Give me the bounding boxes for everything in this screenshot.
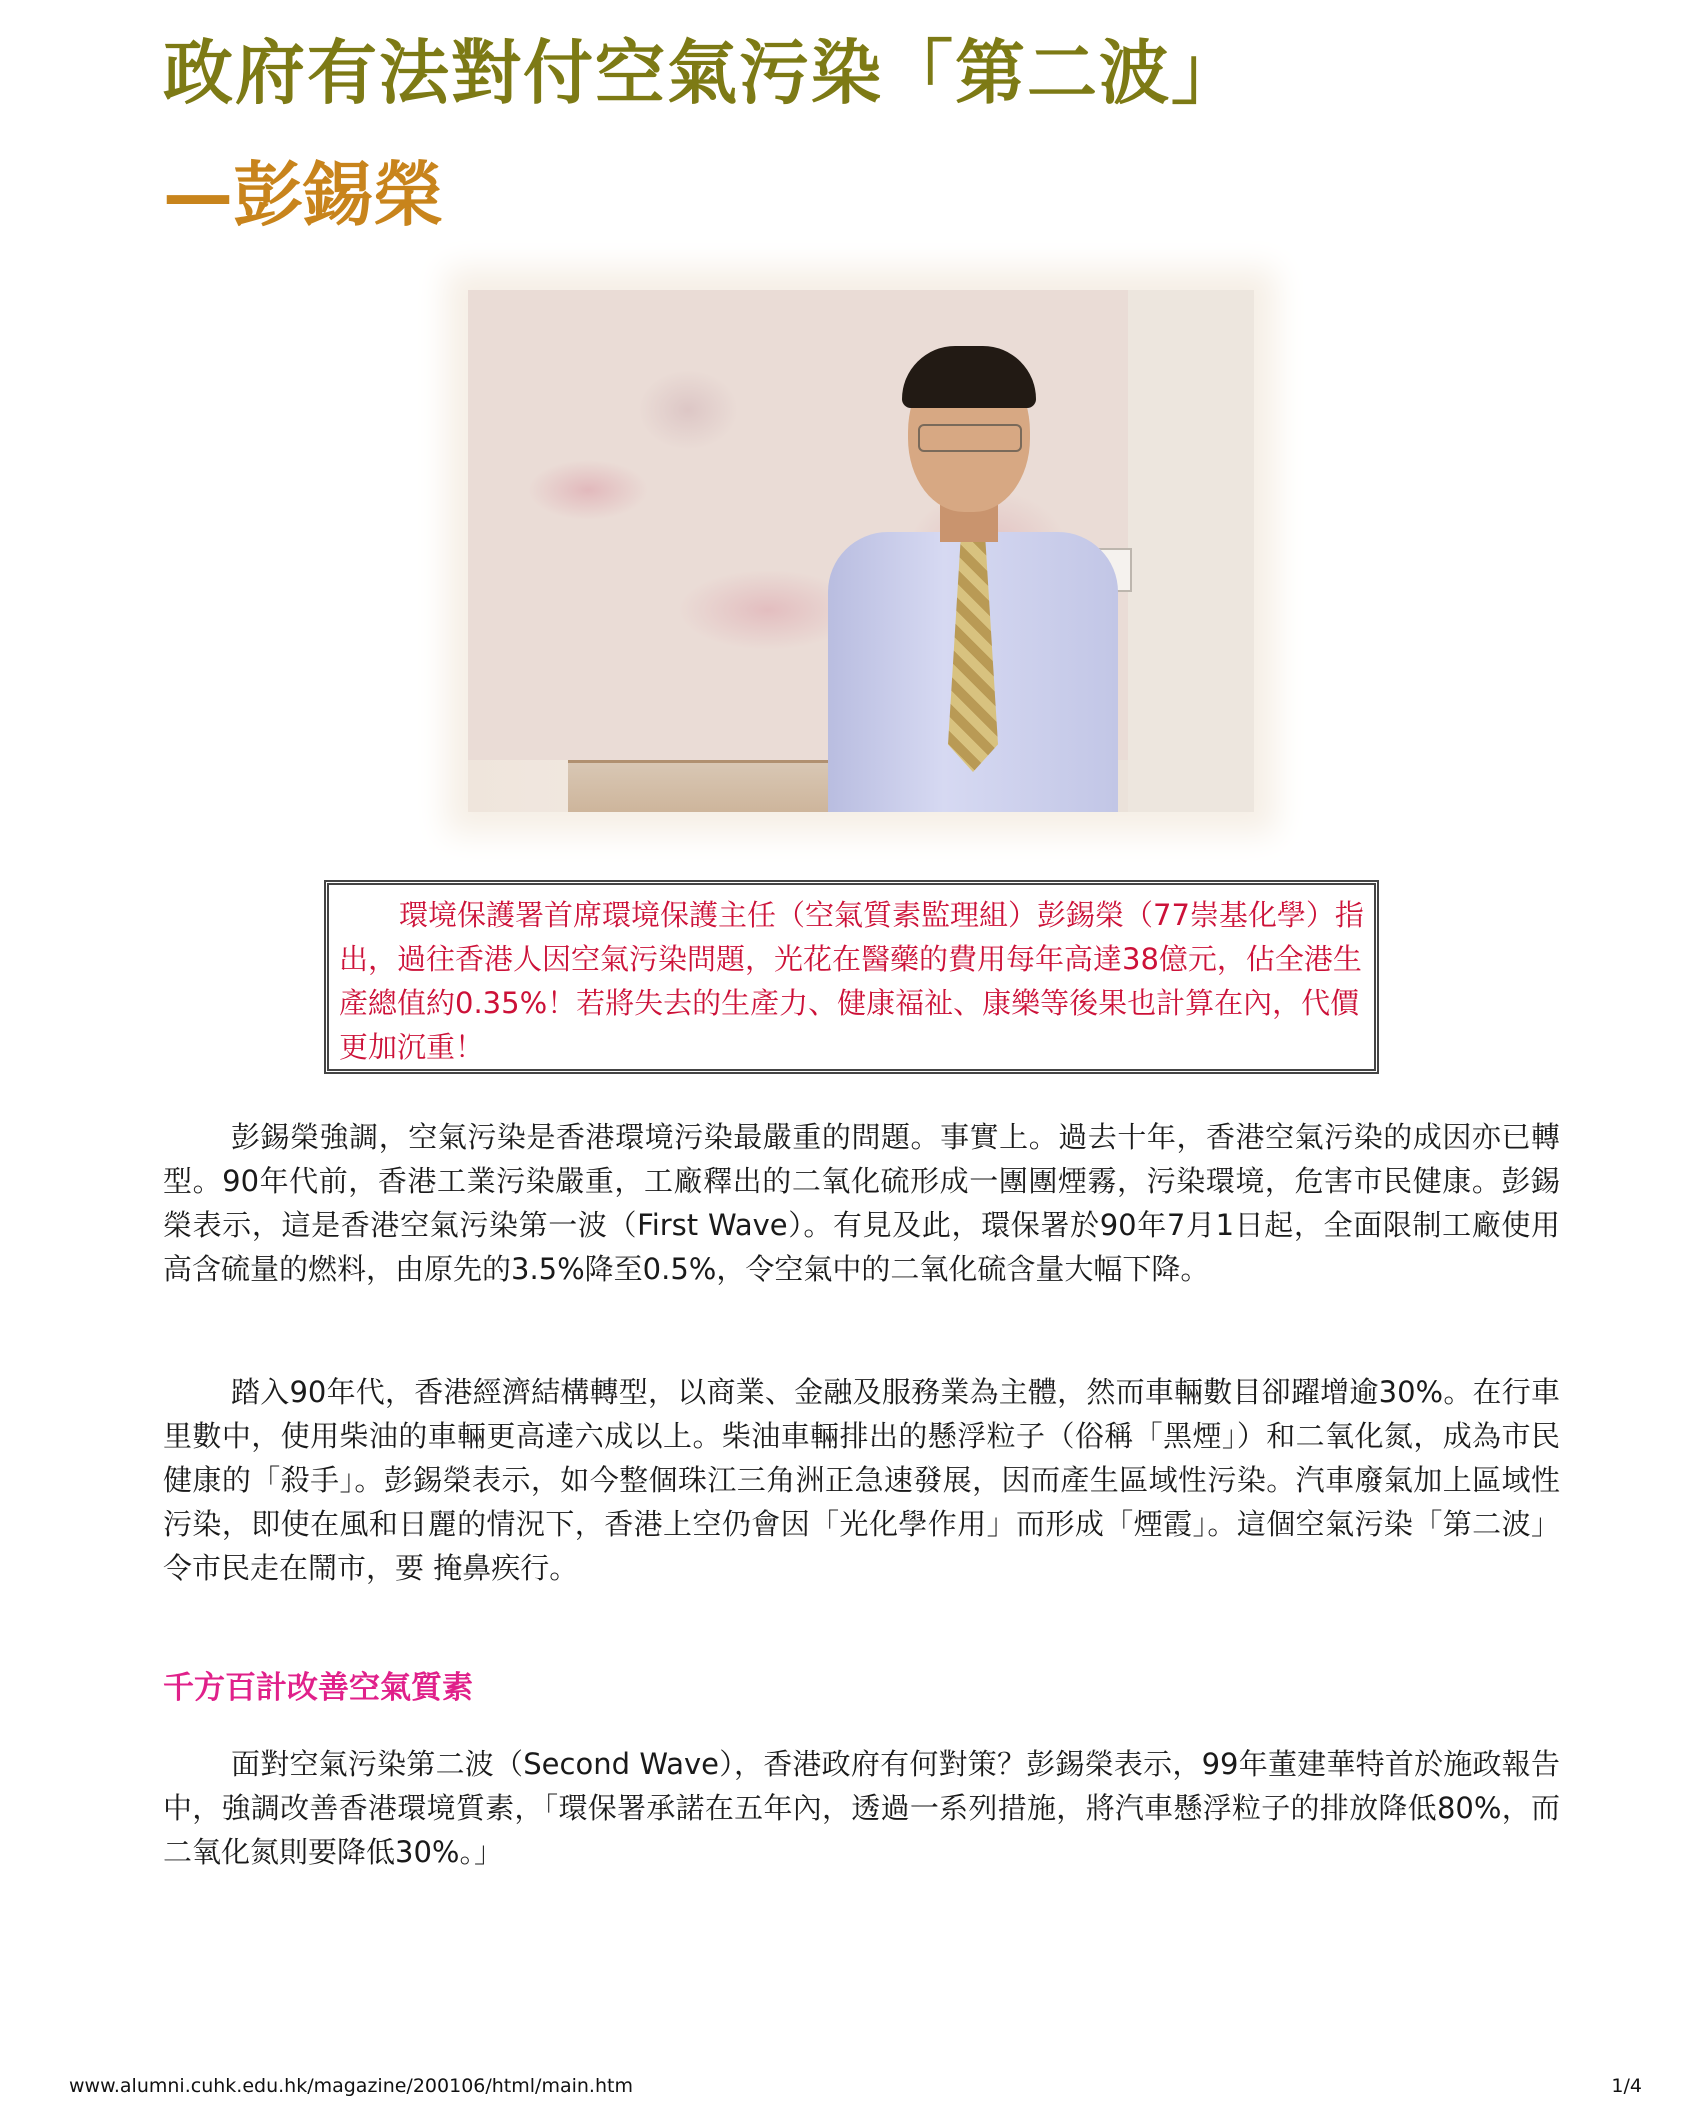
body-paragraph-1: 彭錫榮強調，空氣污染是香港環境污染最嚴重的問題。事實上。過去十年，香港空氣污染的成因亦已轉型。90年代前，香港工業污染嚴重，工廠釋出的二氧化硫形成一團團煙霧，污染環境，危害市民健康。彭錫榮表示，這是香港空氣污染第一波（First Wave）。有見及此，環保署於90年7月1日起，全面限制工廠使用高含硫量的燃料，由原先的3.5%降至0.5%，令空氣中的二氧化硫含量大幅下降。	[163, 1120, 1560, 1286]
portrait-photo	[468, 290, 1254, 812]
article-title: 政府有法對付空氣污染「第二波」	[163, 32, 1243, 114]
callout-box	[324, 880, 1379, 1074]
person-figure	[828, 352, 1118, 812]
body-paragraph-3: 面對空氣污染第二波（Second Wave），香港政府有何對策？彭錫榮表示，99年董建華特首於施政報告中，強調改善香港環境質素，「環保署承諾在五年內，透過一系列措施，將汽車懸浮粒子的排放降低80%，而二氧化氮則要降低30%。」	[163, 1747, 1560, 1869]
section-heading: 千方百計改善空氣質素	[163, 1670, 473, 1706]
footer-url: www.alumni.cuhk.edu.hk/magazine/200106/html/main.htm	[69, 2075, 633, 2097]
article-byline: —彭錫榮	[163, 154, 443, 236]
callout-text: 環境保護署首席環境保護主任（空氣質素監理組）彭錫榮（77崇基化學）指出，過往香港人因空氣污染問題，光花在醫藥的費用每年高達38億元，佔全港生產總值約0.35%！若將失去的生產力、健康福祉、康樂等後果也計算在內，代價更加沉重！	[339, 898, 1364, 1064]
body-paragraph-2: 踏入90年代，香港經濟結構轉型，以商業、金融及服務業為主體，然而車輛數目卻躍增逾30%。在行車里數中，使用柴油的車輛更高達六成以上。柴油車輛排出的懸浮粒子（俗稱「黑煙」）和二氧化氮，成為市民健康的「殺手」。彭錫榮表示，如今整個珠江三角洲正急速發展，因而產生區域性污染。汽車廢氣加上區域性污染，即使在風和日麗的情況下，香港上空仍會因「光化學作用」而形成「煙霞」。這個空氣污染「第二波」令市民走在鬧市，要 掩鼻疾行。	[163, 1375, 1560, 1585]
page-number: 1/4	[1611, 2075, 1642, 2097]
